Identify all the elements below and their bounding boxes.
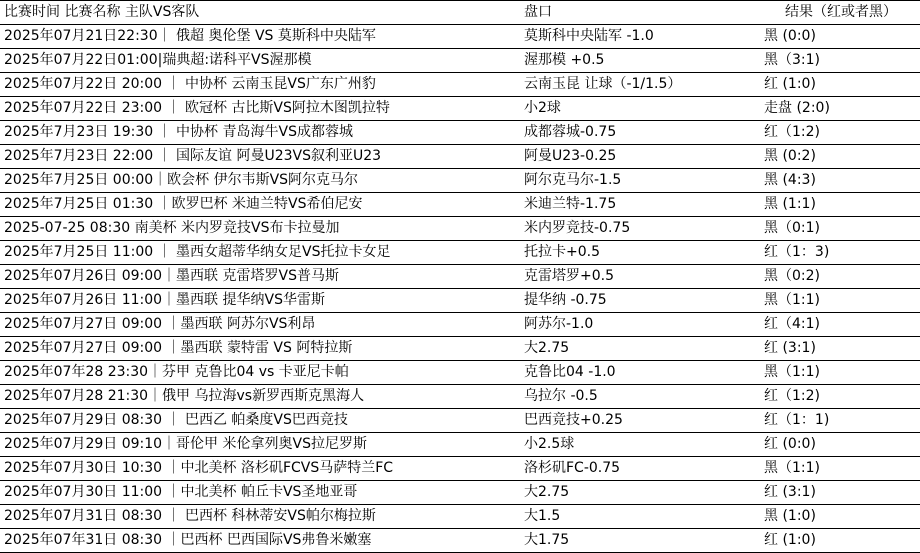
table-row xyxy=(0,25,920,49)
cell-match: 2025年07月22日 20:00 ｜ 中协杯 云南玉昆VS广东广州豹 xyxy=(0,73,520,97)
table-row xyxy=(0,97,920,121)
cell-match: 2025年07月29日 09:10｜哥伦甲 米伦拿列奥VS拉尼罗斯 xyxy=(0,433,520,457)
cell-match: 2025年07月26日 11:00｜墨西联 提华纳VS华雷斯 xyxy=(0,289,520,313)
table-row xyxy=(0,313,920,337)
table-row xyxy=(0,337,920,361)
cell-match: 2025年07月30日 11:00 ｜中北美杯 帕丘卡VS圣地亚哥 xyxy=(0,481,520,505)
cell-result: 红 (1:0) xyxy=(760,73,920,97)
cell-match: 2025年07月22日 23:00 ｜ 欧冠杯 古比斯VS阿拉木图凯拉特 xyxy=(0,97,520,121)
cell-handicap: 渥那模 +0.5 xyxy=(520,49,760,73)
cell-handicap: 米内罗竞技-0.75 xyxy=(520,217,760,241)
cell-handicap: 阿曼U23-0.25 xyxy=(520,145,760,169)
cell-match: 2025年07月26日 09:00｜墨西联 克雷塔罗VS普马斯 xyxy=(0,265,520,289)
table-row xyxy=(0,49,920,73)
cell-result: 红（1:2) xyxy=(760,385,920,409)
cell-handicap: 克雷塔罗+0.5 xyxy=(520,265,760,289)
cell-result: 黑（3:1) xyxy=(760,49,920,73)
cell-match: 2025年07年31日 08:30 ｜巴西杯 巴西国际VS弗鲁米嫩塞 xyxy=(0,529,520,553)
cell-handicap: 大1.75 xyxy=(520,529,760,553)
cell-match: 2025年7月25日 01:30 ｜欧罗巴杯 米迪兰特VS希伯尼安 xyxy=(0,193,520,217)
cell-handicap: 小2球 xyxy=(520,97,760,121)
cell-result: 黑（1:1) xyxy=(760,361,920,385)
header-result: 结果（红或者黑） xyxy=(760,1,920,25)
table-row xyxy=(0,193,920,217)
cell-result: 黑 (0:2) xyxy=(760,145,920,169)
cell-result: 黑（1:1) xyxy=(760,289,920,313)
table-row xyxy=(0,481,920,505)
cell-handicap: 巴西竞技+0.25 xyxy=(520,409,760,433)
cell-result: 黑（0:2) xyxy=(760,265,920,289)
table-row xyxy=(0,505,920,529)
cell-match: 2025年07月30日 10:30 ｜中北美杯 洛杉矶FCVS马萨特兰FC xyxy=(0,457,520,481)
cell-match: 2025年07月22日01:00|瑞典超:诺科平VS渥那模 xyxy=(0,49,520,73)
cell-result: 走盘 (2:0) xyxy=(760,97,920,121)
header-match: 比赛时间 比赛名称 主队VS客队 xyxy=(0,1,520,25)
cell-handicap: 托拉卡+0.5 xyxy=(520,241,760,265)
cell-handicap: 大2.75 xyxy=(520,481,760,505)
cell-handicap: 米迪兰特-1.75 xyxy=(520,193,760,217)
cell-result: 黑 (4:3) xyxy=(760,169,920,193)
cell-match: 2025年07月31日 08:30 ｜ 巴西杯 科林蒂安VS帕尔梅拉斯 xyxy=(0,505,520,529)
table-row xyxy=(0,241,920,265)
cell-result: 红 (3:1) xyxy=(760,337,920,361)
cell-result: 红 (3:1) xyxy=(760,481,920,505)
cell-match: 2025年07月27日 09:00 ｜墨西联 阿苏尔VS利昂 xyxy=(0,313,520,337)
cell-result: 黑（1:1) xyxy=(760,457,920,481)
cell-match: 2025年7月25日 11:00 ｜ 墨西女超蒂华纳女足VS托拉卡女足 xyxy=(0,241,520,265)
cell-result: 红（1：3) xyxy=(760,241,920,265)
cell-match: 2025-07-25 08:30 南美杯 米内罗竞技VS布卡拉曼加 xyxy=(0,217,520,241)
cell-handicap: 阿苏尔-1.0 xyxy=(520,313,760,337)
table-row xyxy=(0,169,920,193)
cell-result: 红（1:2) xyxy=(760,121,920,145)
cell-match: 2025年07月21日22:30｜ 俄超 奥伦堡 VS 莫斯科中央陆军 xyxy=(0,25,520,49)
table-row xyxy=(0,73,920,97)
cell-handicap: 大1.5 xyxy=(520,505,760,529)
cell-result: 黑 (0:0) xyxy=(760,25,920,49)
cell-match: 2025年07月28 21:30｜俄甲 乌拉海vs新罗西斯克黑海人 xyxy=(0,385,520,409)
cell-handicap: 成都蓉城-0.75 xyxy=(520,121,760,145)
cell-match: 2025年07月27日 09:00 ｜墨西联 蒙特雷 VS 阿特拉斯 xyxy=(0,337,520,361)
cell-result: 红 (0:0) xyxy=(760,433,920,457)
cell-match: 2025年7月23日 19:30 ｜ 中协杯 青岛海牛VS成都蓉城 xyxy=(0,121,520,145)
cell-match: 2025年07年28 23:30｜芬甲 克鲁比04 vs 卡亚尼卡帕 xyxy=(0,361,520,385)
table-row xyxy=(0,265,920,289)
cell-match: 2025年7月23日 22:00 ｜ 国际友谊 阿曼U23VS叙利亚U23 xyxy=(0,145,520,169)
cell-result: 黑 (1:1) xyxy=(760,193,920,217)
cell-handicap: 莫斯科中央陆军 -1.0 xyxy=(520,25,760,49)
cell-handicap: 小2.5球 xyxy=(520,433,760,457)
header-handicap: 盘口 xyxy=(520,1,760,25)
cell-handicap: 阿尔克马尔-1.5 xyxy=(520,169,760,193)
cell-result: 红 (1:0) xyxy=(760,529,920,553)
table-row xyxy=(0,409,920,433)
cell-match: 2025年7月25日 00:00｜欧会杯 伊尔韦斯VS阿尔克马尔 xyxy=(0,169,520,193)
cell-handicap: 云南玉昆 让球（-1/1.5） xyxy=(520,73,760,97)
table-row xyxy=(0,385,920,409)
cell-handicap: 乌拉尔 -0.5 xyxy=(520,385,760,409)
table-row xyxy=(0,121,920,145)
cell-handicap: 洛杉矶FC-0.75 xyxy=(520,457,760,481)
table-row xyxy=(0,217,920,241)
table-row xyxy=(0,433,920,457)
cell-match: 2025年07月29日 08:30 ｜ 巴西乙 帕桑度VS巴西竞技 xyxy=(0,409,520,433)
cell-handicap: 大2.75 xyxy=(520,337,760,361)
table-row xyxy=(0,457,920,481)
cell-handicap: 提华纳 -0.75 xyxy=(520,289,760,313)
cell-result: 黑（0:1) xyxy=(760,217,920,241)
table-row xyxy=(0,529,920,553)
cell-result: 黑 (1:0) xyxy=(760,505,920,529)
table-header-row xyxy=(0,1,920,25)
cell-result: 红（1：1) xyxy=(760,409,920,433)
table-row xyxy=(0,361,920,385)
cell-result: 红（4:1) xyxy=(760,313,920,337)
cell-handicap: 克鲁比04 -1.0 xyxy=(520,361,760,385)
table-row xyxy=(0,145,920,169)
table-row xyxy=(0,289,920,313)
